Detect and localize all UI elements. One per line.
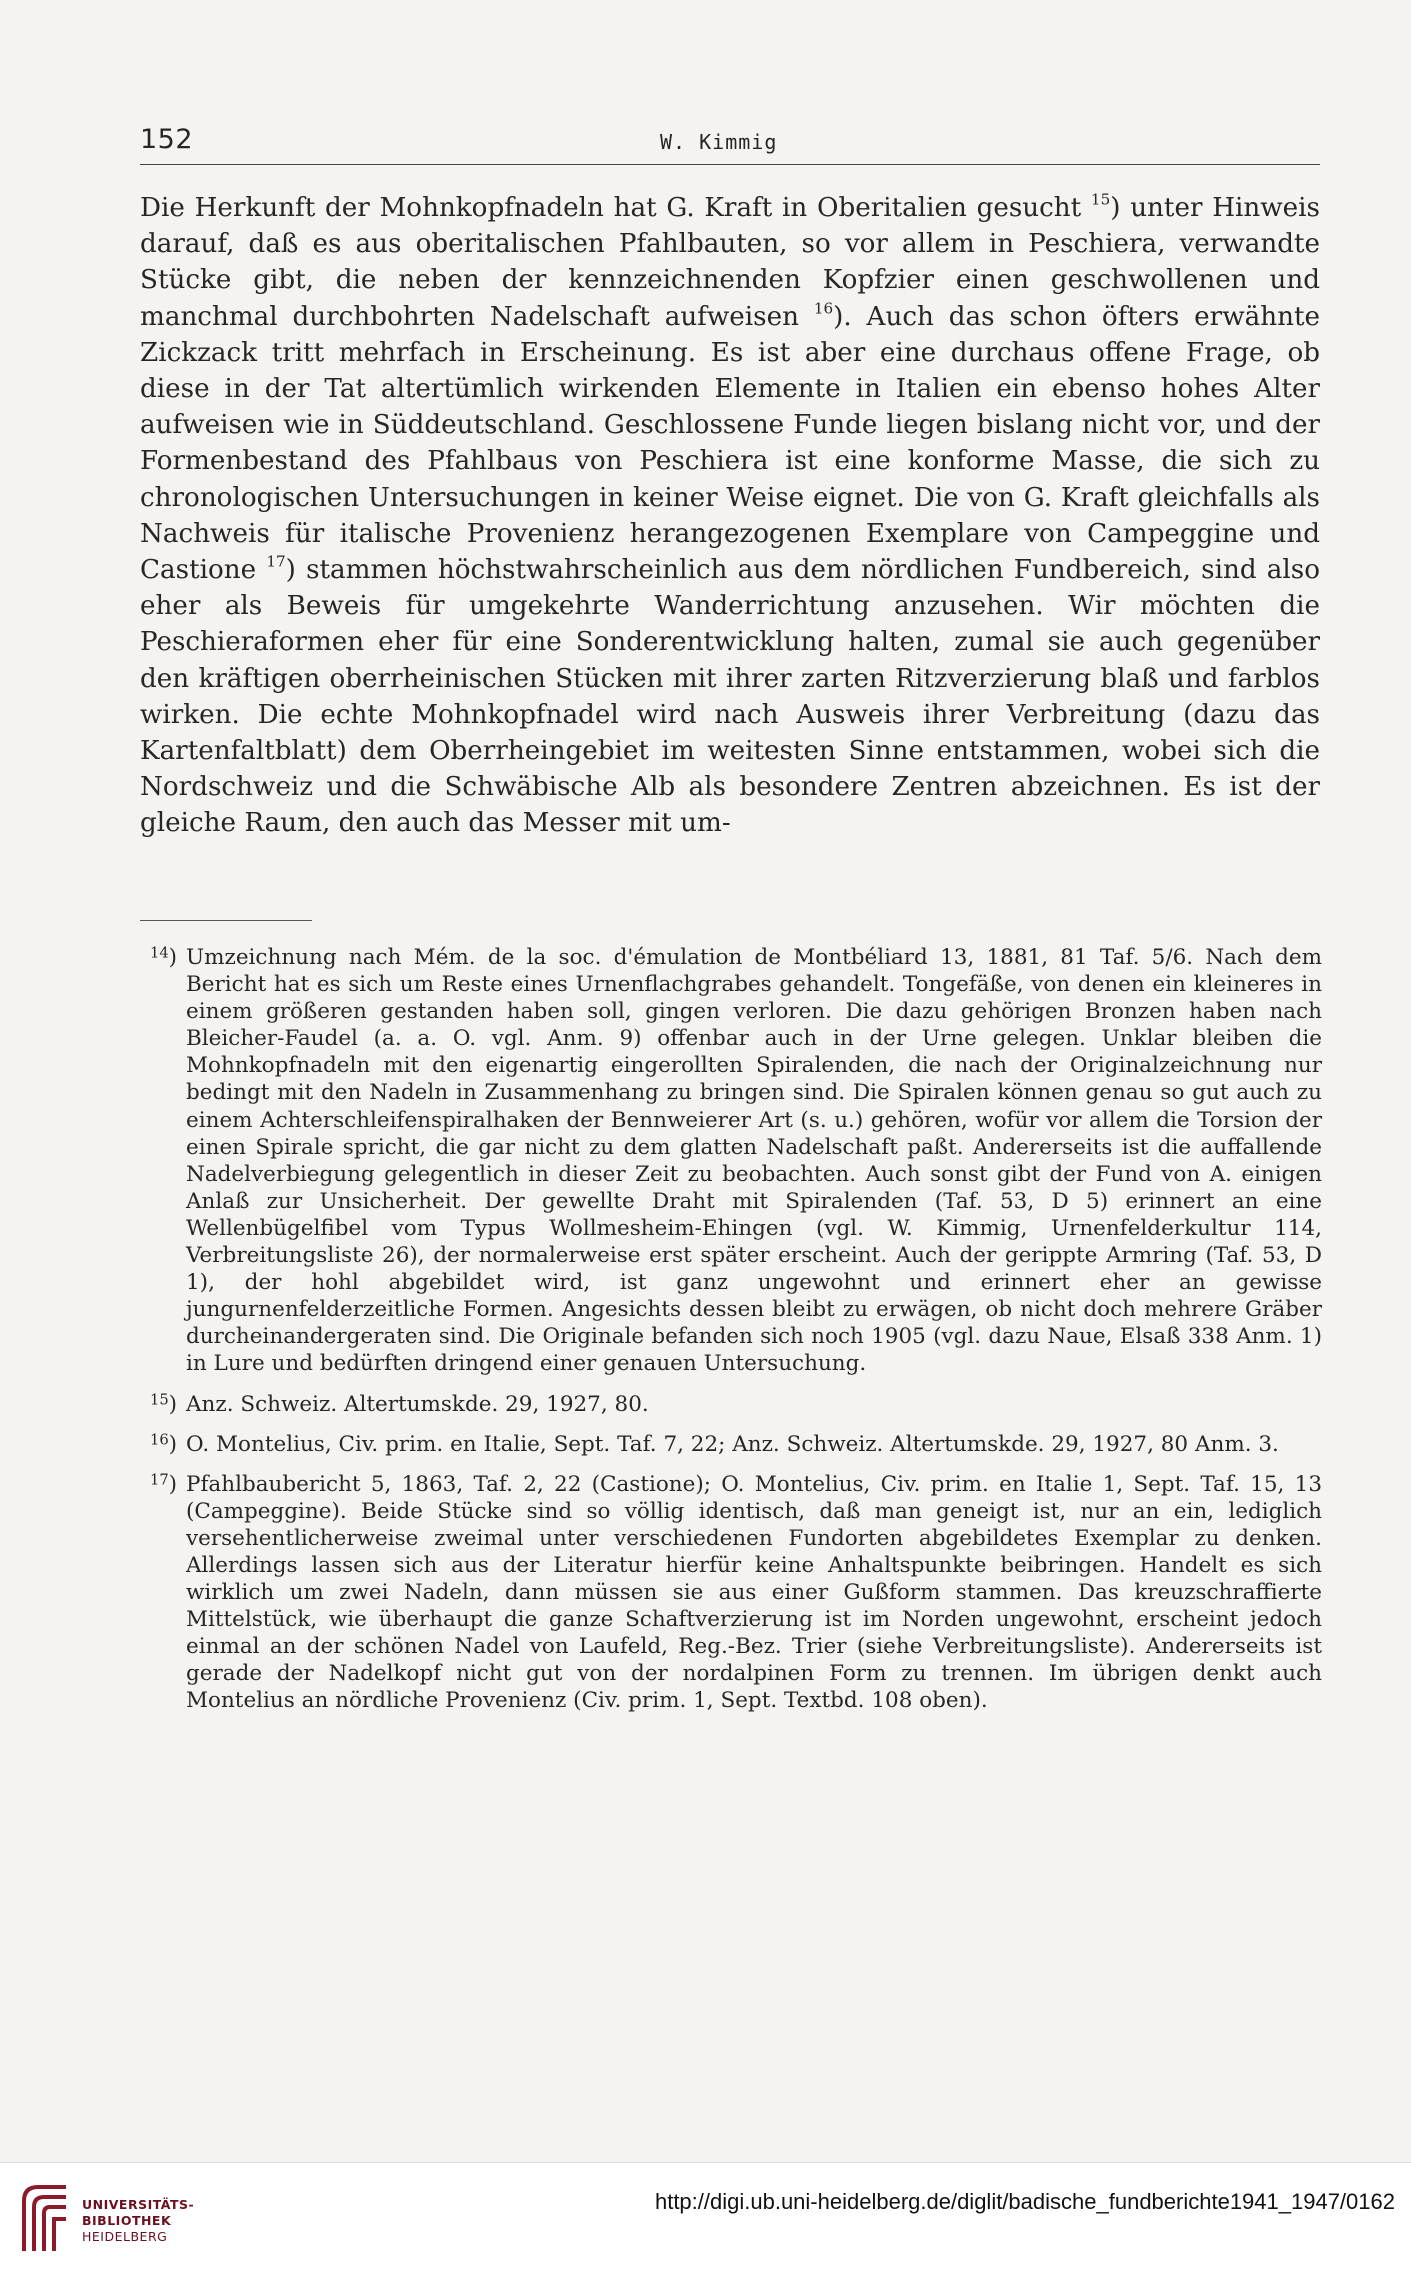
paragraph: [140, 190, 1320, 842]
text-segment: ) unter Hinweis darauf, daß es aus oberitalischen Pfahlbauten, so vor allem in Peschiera, verwandte Stücke gibt, die neben der kennzeichnenden Kopfzier einen geschwollenen und manchmal durchbohrten Nadelschaft aufweisen: [140, 193, 1320, 332]
footnote-number: $^{14}$): [150, 944, 177, 969]
footnote-text: Anz. Schweiz. Altertumskde. 29, 1927, 80.: [186, 1391, 649, 1417]
footnote: [140, 1391, 1322, 1418]
page-number: 152: [140, 124, 194, 155]
library-name: UNIVERSITÄTS- BIBLIOTHEK HEIDELBERG: [82, 2197, 195, 2244]
running-head: W. Kimmig: [660, 130, 778, 154]
text-segment: Die Herkunft der Mohnkopfnadeln hat G. Kraft in Oberitalien gesucht: [140, 193, 1091, 223]
footnote-text: Pfahlbaubericht 5, 1863, Taf. 2, 22 (Castione); O. Montelius, Civ. prim. en Italie 1, Sept. Taf. 15, 13 (Campeggine). Beide Stücke sind so völlig identisch, daß man geneigt ist, nur an ein, lediglich versehentlicherweise zweimal unter verschiedenen Fundorten abgebildetes Exemplar zu denken. Allerdings lassen sich aus der Literatur hierfür keine Anhaltspunkte beibringen. Handelt es sich wirklich um zwei Nadeln, dann müssen sie aus einer Gußform stammen. Das kreuzschraffierte Mittelstück, wie überhaupt die ganze Schaftverzierung ist im Norden ungewohnt, erscheint jedoch einmal an der schönen Nadel von Laufeld, Reg.-Bez. Trier (siehe Verbreitungsliste). Andererseits ist gerade der Nadelkopf nicht gut von der nordalpinen Form zu trennen. Im übrigen denkt auch Montelius an nördliche Provenienz (Civ. prim. 1, Sept. Textbd. 108 oben).: [186, 1471, 1322, 1714]
footnote-number: $^{17}$): [150, 1471, 177, 1496]
footer-bar: [0, 2162, 1411, 2274]
footnote-reference: 16: [813, 299, 834, 318]
footnote-text: Umzeichnung nach Mém. de la soc. d'émulation de Montbéliard 13, 1881, 81 Taf. 5/6. Nach dem Bericht hat es sich um Reste eines Urnenflachgrabes gehandelt. Tongefäße, von denen ein kleineres in einem größeren gestanden haben soll, gingen verloren. Die dazu gehörigen Bronzen haben nach Bleicher-Faudel (a. a. O. vgl. Anm. 9) offenbar auch in der Urne gelegen. Unklar bleiben die Mohnkopfnadeln mit den eigenartig eingerollten Spiralenden, die nach der Originalzeichnung nur bedingt mit den Nadeln in Zusammenhang zu bringen sind. Die Spiralen können genau so gut auch zu einem Achterschleifenspiralhaken der Bennweierer Art (s. u.) gehören, wofür vor allem die Torsion der einen Spirale spricht, die gar nicht zu dem glatten Nadelschaft paßt. Andererseits ist die auffallende Nadelverbiegung gelegentlich in dieser Zeit zu beobachten. Auch sonst gibt der Fund von A. einigen Anlaß zur Unsicherheit. Der gewellte Draht mit Spiralenden (Taf. 53, D 5) erinnert an eine Wellenbügelfibel vom Typus Wollmesheim-Ehingen (vgl. W. Kimmig, Urnenfelderkultur 114, Verbreitungsliste 26), der normalerweise erst später erscheint. Auch der gerippte Armring (Taf. 53, D 1), der hohl abgebildet wird, ist ganz ungewohnt und erinnert eher an gewisse jungurnenfelderzeitliche Formen. Angesichts dessen bleibt zu erwägen, ob nicht doch mehrere Gräber durcheinandergeraten sind. Die Originale befanden sich noch 1905 (vgl. dazu Naue, Elsaß 338 Anm. 1) in Lure und bedürften dringend einer genauen Untersuchung.: [186, 945, 1322, 1377]
footnote-reference: 15: [1090, 190, 1111, 209]
footnote: [140, 1471, 1322, 1715]
text-segment: ) stammen höchstwahrscheinlich aus dem nördlichen Fundbereich, sind also eher als Beweis für umgekehrte Wanderrichtung anzusehen. Wir möchten die Peschieraformen eher für eine Sonderentwicklung halten, zumal sie auch gegenüber den kräftigen oberrheinischen Stücken mit ihrer zarten Ritzverzierung blaß und farblos wirken. Die echte Mohnkopfnadel wird nach Ausweis ihrer Verbreitung (dazu das Kartenfaltblatt) dem Oberrheingebiet im weitesten Sinne entstammen, wobei sich die Nordschweiz und die Schwäbische Alb als besondere Zentren abzeichnen. Es ist der gleiche Raum, den auch das Messer mit um-: [140, 555, 1320, 839]
footnote-number: $^{15}$): [150, 1390, 177, 1416]
footnote: [140, 1431, 1322, 1458]
footnote-text: O. Montelius, Civ. prim. en Italie, Sept. Taf. 7, 22; Anz. Schweiz. Altertumskde. 29, 1927, 80 Anm. 3.: [186, 1431, 1279, 1457]
ub-heidelberg-logo-icon: [16, 2181, 72, 2255]
footnotes: [140, 944, 1322, 1728]
text-segment: ). Auch das schon öfters erwähnte Zickzack tritt mehrfach in Erscheinung. Es ist aber eine durchaus offene Frage, ob diese in der Tat altertümlich wirkenden Elemente in Italien ein ebenso hohes Alter aufweisen wie in Süddeutschland. Geschlossene Funde liegen bislang nicht vor, und der Formenbestand des Pfahlbaus von Peschiera ist eine konforme Masse, die sich zu chronologischen Untersuchungen in keiner Weise eignet. Die von G. Kraft gleichfalls als Nachweis für italische Provenienz herangezogenen Exemplare von Campeggine und Castione: [140, 301, 1320, 586]
footnote: [140, 944, 1322, 1378]
footnote-reference: 17: [266, 552, 286, 571]
main-text: [140, 190, 1320, 842]
source-url-link[interactable]: http://digi.ub.uni-heidelberg.de/diglit/badische_fundberichte1941_1947/0162: [654, 2189, 1395, 2214]
page-header: [140, 124, 1320, 165]
footnote-separator: [140, 920, 312, 921]
footnote-number: $^{16}$): [150, 1430, 177, 1456]
